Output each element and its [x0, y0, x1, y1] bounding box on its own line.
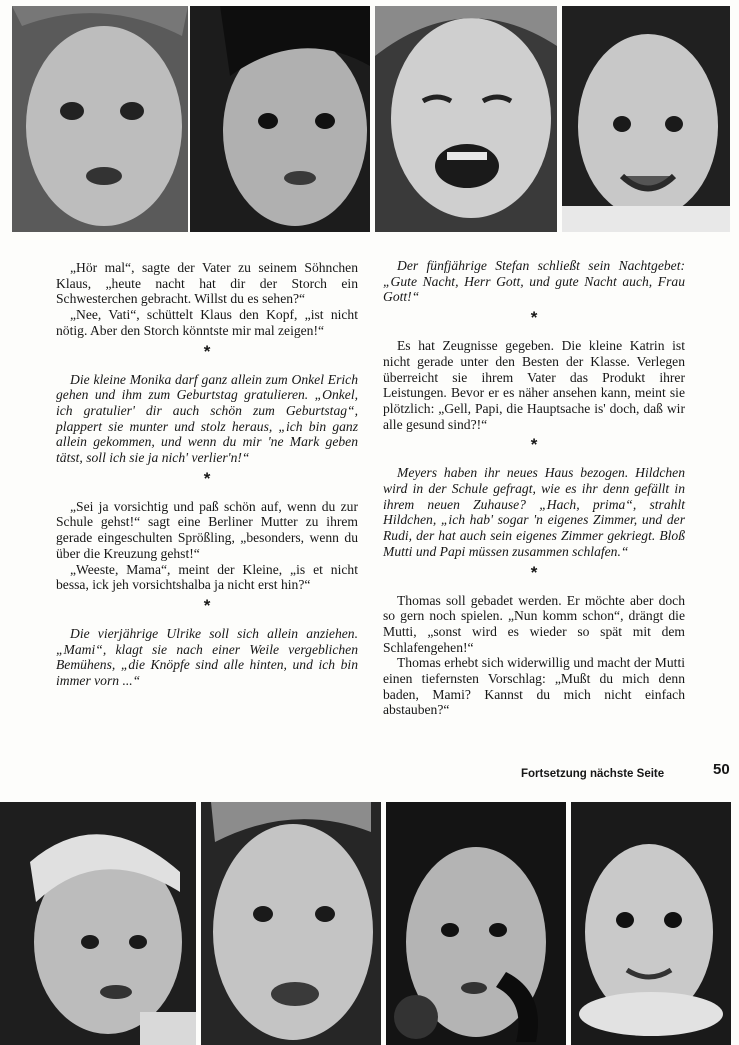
joke-thomas-reply: Thomas erhebt sich widerwillig und macht der Mutti einen tiefernsten Vorschlag: „Mußt du mich denn baden, Mami? Kannst du mich nicht einfach abstauben?“ [383, 655, 685, 718]
joke-klaus-reply: „Nee, Vati“, schüttelt Klaus den Kopf, „ist nicht nötig. Aber den Storch könntste mir mal zeigen!“ [56, 307, 358, 338]
separator-star: * [530, 562, 538, 582]
page-number: 50 [713, 761, 730, 778]
photo-toddler-bonnet [0, 802, 196, 1045]
photo-pouting-child [201, 802, 381, 1045]
separator-star: * [203, 341, 211, 361]
separator-star: * [530, 435, 538, 455]
joke-ulrike: Die vierjährige Ulrike soll sich allein anziehen. „Mami“, klagt sie nach einer Weile vergeblichen Bemühens, „die Knöpfe sind alle hinten, und ich bin immer vorn ...“ [56, 625, 358, 689]
joke-berliner-reply: „Weeste, Mama“, meint der Kleine, „is et nicht bessa, ick jeh vorsichtshalba ja nicht erst hin?“ [56, 561, 358, 593]
joke-hildchen: Meyers haben ihr neues Haus bezogen. Hildchen wird in der Schule gefragt, wie es ihr denn gefällt in ihrem neuen Zuhause? „Hach, prima“, strahlt Hildchen, „ich hab' sogar 'n eigenes Zimmer, und der Rudi, der hat auch sein eigenes Zimmer gekriegt. Bloß Mutti und Papi müssen zusammen schlafen.“ [383, 465, 685, 559]
separator-star: * [530, 308, 538, 328]
left-text-column [56, 260, 358, 689]
photo-baby-face [12, 6, 188, 232]
photo-smiling-baby [562, 6, 730, 232]
joke-thomas: Thomas soll gebadet werden. Er möchte aber doch so gern noch spielen. „Nun komm schon“, drängt die Mutti, „sonst wird es wieder so spät mit dem Schlafengehen!“ [383, 592, 685, 655]
right-text-column [383, 258, 685, 718]
separator-star: * [203, 468, 211, 488]
joke-berliner-mutter: „Sei ja vorsichtig und paß schön auf, wenn du zur Schule gehst!“ sagt eine Berliner Mutter zu ihrem gerade eingeschulten Sprößling, „besonders, wenn du über die Kreuzung gehst!“ [56, 498, 358, 561]
joke-katrin: Es hat Zeugnisse gegeben. Die kleine Katrin ist nicht gerade unter den Besten der Klasse. Verlegen überreicht sie ihrem Vater das Produkt ihrer Leistungen. Bevor er es näher ansehen kann, meint sie plötzlich: „Gell, Papi, die Hauptsache is' doch, daß wir alle gesund sind?!“ [383, 338, 685, 432]
joke-monika: Die kleine Monika darf ganz allein zum Onkel Erich gehen und ihm zum Geburtstag gratulieren. „Onkel, ich gratulier' dir auch schön zum Geburtstag“, plappert sie munter und stolz heraus, „ich bin ganz allein gekommen, und wenn du mir 'ne Mark geben tätst, soll ich sie ja nich' verlier'n!“ [56, 371, 358, 466]
photo-toddler-face [190, 6, 370, 232]
separator-star: * [203, 595, 211, 615]
joke-stefan: Der fünfjährige Stefan schließt sein Nachtgebet: „Gute Nacht, Herr Gott, und gute Nacht auch, Frau Gott!“ [383, 258, 685, 305]
continuation-note: Fortsetzung nächste Seite [521, 768, 665, 780]
joke-klaus-storch: „Hör mal“, sagte der Vater zu seinem Söhnchen Klaus, „heute nacht hat dir der Storch ein Schwesterchen gebracht. Willst du es sehen?“ [56, 260, 358, 307]
photo-child-on-phone [386, 802, 566, 1045]
photo-crying-child [375, 6, 557, 232]
photo-baby-chin-on-hands [571, 802, 731, 1045]
